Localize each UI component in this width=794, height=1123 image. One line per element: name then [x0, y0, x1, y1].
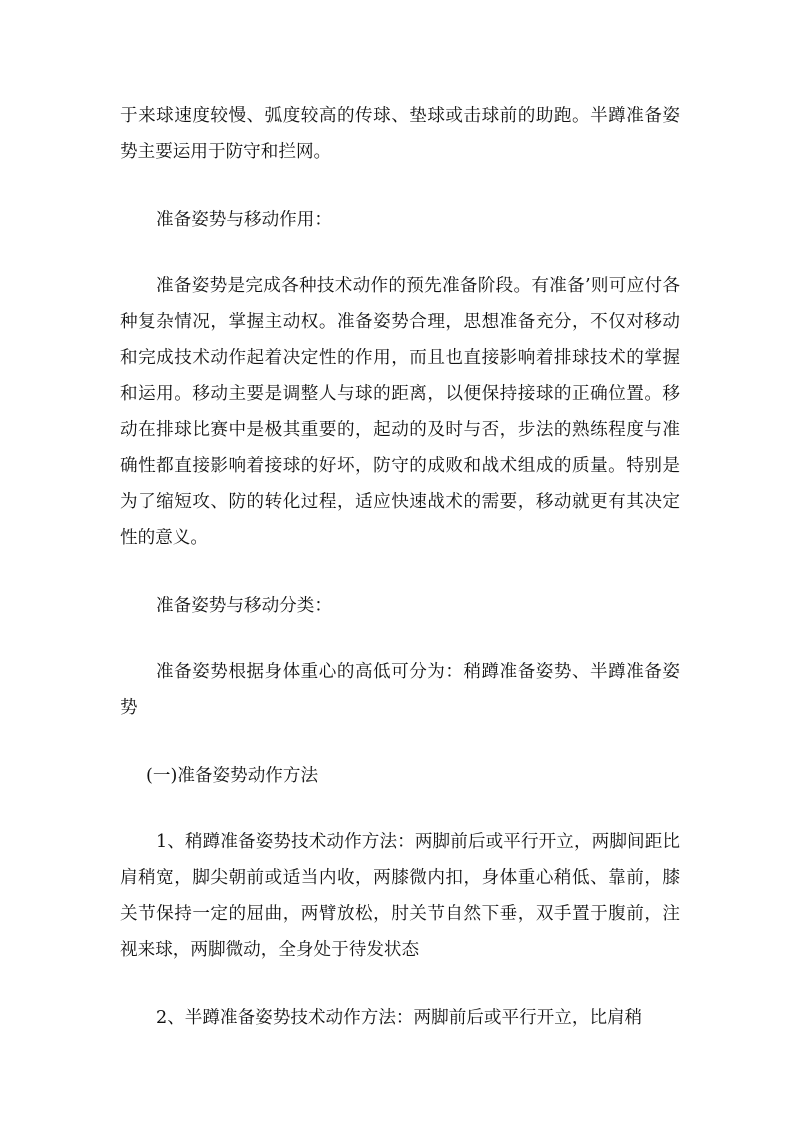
paragraph-method-2: 2、半蹲准备姿势技术动作方法：两脚前后或平行开立，比肩稍	[156, 1008, 643, 1028]
paragraph-classification: 准备姿势根据身体重心的高低可分为：稍蹲准备姿势、半蹲准备姿势	[120, 662, 680, 718]
paragraph-function: 准备姿势是完成各种技术动作的预先准备阶段。有准备’则可应付各种复杂情况，掌握主动权。准备姿势合理，思想准备充分，不仅对移动和完成技术动作起着决定性的作用，而且也直接影响着排球技术的掌握和运用。移动主要是调整人与球的距离，以便保持接球的正确位置。移动在排球比赛中是极其重要的，起动的及时与否，步法的熟练程度与准确性都直接影响着接球的好坏，防守的成败和战术组成的质量。特别是为了缩短攻、防的转化过程，适应快速战术的需要，移动就更有其决定性的意义。	[120, 276, 680, 548]
section-heading-function: 准备姿势与移动作用：	[156, 210, 332, 230]
paragraph-method-1: 1、稍蹲准备姿势技术动作方法：两脚前后或平行开立，两脚间距比肩稍宽，脚尖朝前或适当内收，两膝微内扣，身体重心稍低、靠前，膝关节保持一定的屈曲，两臂放松，肘关节自然下垂，双手置于腹前，注视来球，两脚微动，全身处于待发状态	[120, 832, 680, 960]
section-heading-classification: 准备姿势与移动分类：	[156, 596, 332, 616]
paragraph-continuation: 于来球速度较慢、弧度较高的传球、垫球或击球前的助跑。半蹲准备姿势主要运用于防守和拦网。	[120, 106, 680, 162]
page-body	[120, 98, 680, 1036]
subsection-heading-method: (一)准备姿势动作方法	[146, 766, 319, 786]
